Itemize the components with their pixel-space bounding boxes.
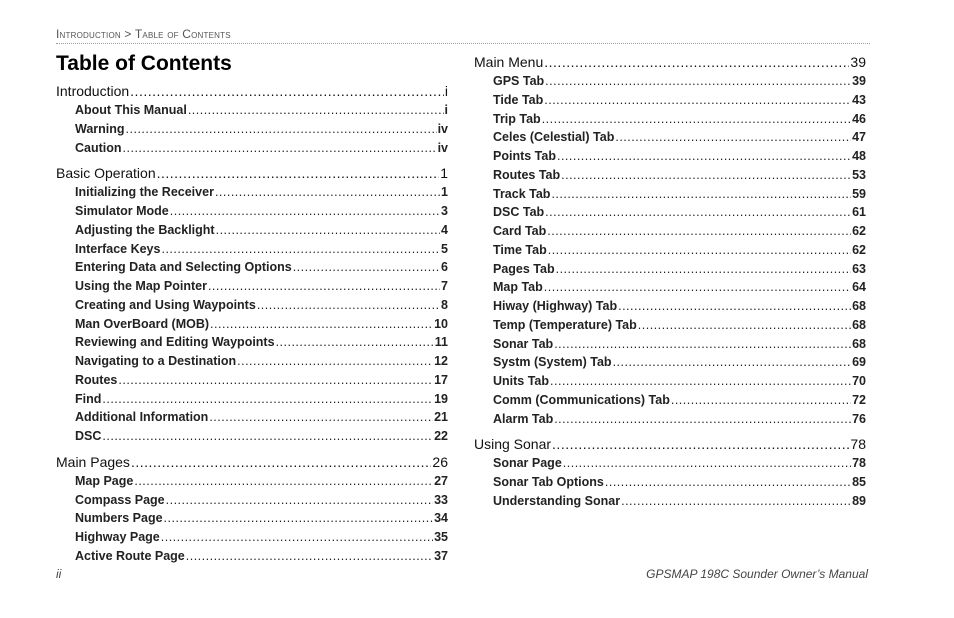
dot-leader <box>157 164 440 183</box>
toc-entry-label: DSC <box>75 429 102 443</box>
toc-entry-label: Systm (System) Tab <box>493 355 612 370</box>
toc-entry-label: Using Sonar <box>474 436 552 453</box>
dot-leader <box>621 492 851 511</box>
dot-leader <box>209 408 433 427</box>
toc-entry-label: Numbers Page <box>75 511 163 526</box>
dot-leader <box>545 72 851 91</box>
toc-entry-label: Card Tab <box>493 224 547 238</box>
toc-entry-label: Routes <box>75 372 118 387</box>
toc-page-number: 72 <box>852 392 866 407</box>
toc-entry-label: Man OverBoard (MOB) <box>75 316 210 331</box>
toc-item-warning[interactable] <box>56 120 448 139</box>
toc-page-number: 78 <box>850 436 866 453</box>
toc-item-sonar-tab[interactable] <box>474 335 866 354</box>
toc-item-tide-tab[interactable] <box>474 91 866 110</box>
toc-item-time-tab[interactable] <box>474 241 866 260</box>
dot-leader <box>557 147 851 166</box>
dot-leader <box>130 82 444 101</box>
toc-entry-label: Caution <box>75 140 122 155</box>
toc-section-main-menu[interactable] <box>474 53 866 72</box>
dot-leader <box>131 453 431 472</box>
dot-leader <box>638 316 851 335</box>
toc-item-dsc[interactable] <box>56 427 448 446</box>
toc-section <box>56 453 448 566</box>
dot-leader <box>102 427 433 446</box>
dot-leader <box>170 202 440 221</box>
dot-leader <box>671 391 851 410</box>
dot-leader <box>166 491 433 510</box>
toc-page-number: 37 <box>434 548 448 563</box>
toc-entry-label: Active Route Page <box>75 548 185 563</box>
toc-page-number: 22 <box>434 429 448 443</box>
dot-leader <box>208 277 440 296</box>
toc-entry-label: Navigating to a Destination <box>75 354 237 368</box>
toc-entry-label: Interface Keys <box>75 241 161 256</box>
toc-entry-label: Creating and Using Waypoints <box>75 297 256 312</box>
toc-item-navigating-to-a-destination[interactable] <box>56 352 448 371</box>
toc-page-number: 46 <box>852 111 866 126</box>
dot-leader <box>210 315 433 334</box>
footer-manual-title: GPSMAP 198C Sounder Owner’s Manual <box>646 567 868 581</box>
toc-page-number: 47 <box>852 130 866 145</box>
toc-entry-label: Additional Information <box>75 410 209 425</box>
dot-leader <box>237 352 433 371</box>
toc-entry-label: Temp (Temperature) Tab <box>493 317 637 332</box>
toc-entry-label: Using the Map Pointer <box>75 279 207 293</box>
dot-leader <box>605 473 851 492</box>
dot-leader <box>615 128 851 147</box>
toc-page-number: iv <box>437 140 448 155</box>
toc-item-dsc-tab[interactable] <box>474 203 866 222</box>
toc-item-units-tab[interactable] <box>474 372 866 391</box>
toc-item-caution[interactable] <box>56 139 448 158</box>
toc-page-number: 7 <box>441 279 448 293</box>
toc-page-number: 4 <box>441 222 448 237</box>
toc-item-trip-tab[interactable] <box>474 110 866 129</box>
toc-page-number: 21 <box>434 410 448 425</box>
toc-entry-label: Sonar Page <box>493 456 562 471</box>
toc-entry-label: Units Tab <box>493 374 550 388</box>
toc-page-number: 34 <box>434 511 448 526</box>
dot-leader <box>618 297 851 316</box>
toc-item-temp-temperature-tab[interactable] <box>474 316 866 335</box>
toc-entry-label: Trip Tab <box>493 111 541 126</box>
toc-item-numbers-page[interactable] <box>56 509 448 528</box>
toc-entry-label: GPS Tab <box>493 74 545 88</box>
toc-page-number: 26 <box>432 453 448 470</box>
toc-entry-label: Entering Data and Selecting Options <box>75 260 292 275</box>
toc-page-number: 69 <box>852 355 866 370</box>
toc-page-number: 17 <box>434 372 448 387</box>
dot-leader <box>548 241 851 260</box>
toc-item-hiway-highway-tab[interactable] <box>474 297 866 316</box>
toc-item-initializing-the-receiver[interactable] <box>56 183 448 202</box>
toc-entry-label: Basic Operation <box>56 165 156 182</box>
toc-page-number: 61 <box>852 205 866 220</box>
toc-page-number: 11 <box>434 335 448 350</box>
toc-entry-label: Celes (Celestial) Tab <box>493 130 615 145</box>
toc-entry-label: Compass Page <box>75 492 165 507</box>
toc-page-number: 10 <box>434 316 448 331</box>
toc-page-number: i <box>444 83 448 99</box>
toc-entry-label: Reviewing and Editing Waypoints <box>75 335 275 350</box>
toc-entry-label: Map Tab <box>493 280 543 295</box>
toc-item-map-tab[interactable] <box>474 278 866 297</box>
toc-page-number: 70 <box>852 374 866 388</box>
toc-page-number: 1 <box>441 185 448 200</box>
toc-item-sonar-tab-options[interactable] <box>474 473 866 492</box>
toc-page-number: 39 <box>850 54 866 70</box>
dot-leader <box>161 240 440 259</box>
toc-page-number: 35 <box>434 530 448 544</box>
toc-item-comm-communications-tab[interactable] <box>474 391 866 410</box>
toc-entry-label: Sonar Tab Options <box>493 475 604 489</box>
toc-page-number: 5 <box>441 241 448 256</box>
dot-leader <box>563 454 851 473</box>
toc-item-additional-information[interactable] <box>56 408 448 427</box>
toc-section-using-sonar[interactable] <box>474 435 866 454</box>
dot-leader <box>552 435 849 454</box>
toc-item-simulator-mode[interactable] <box>56 202 448 221</box>
dot-leader <box>561 166 851 185</box>
toc-entry-label: Map Page <box>75 473 134 488</box>
toc-page-number: 33 <box>434 492 448 507</box>
toc-item-compass-page[interactable] <box>56 491 448 510</box>
toc-item-gps-tab[interactable] <box>474 72 866 91</box>
toc-section-main-pages[interactable] <box>56 453 448 472</box>
dot-leader <box>545 203 851 222</box>
dot-leader <box>547 222 851 241</box>
toc-item-understanding-sonar[interactable] <box>474 492 866 511</box>
dot-leader <box>102 390 433 409</box>
toc-page-number: 62 <box>852 242 866 257</box>
toc-page-number: 39 <box>852 74 866 88</box>
toc-page-number: 59 <box>852 186 866 201</box>
toc-item-reviewing-and-editing-waypoints[interactable] <box>56 333 448 352</box>
toc-entry-label: Find <box>75 391 102 406</box>
toc-page-number: 48 <box>852 149 866 163</box>
toc-page-number: 85 <box>852 475 866 489</box>
toc-section <box>56 164 448 446</box>
toc-item-card-tab[interactable] <box>474 222 866 241</box>
toc-page-number: i <box>444 103 448 117</box>
toc-entry-label: Warning <box>75 121 125 136</box>
toc-item-find[interactable] <box>56 390 448 409</box>
toc-entry-label: Main Menu <box>474 54 544 70</box>
dot-leader <box>161 528 433 547</box>
dot-leader <box>118 371 433 390</box>
toc-section-basic-operation[interactable] <box>56 164 448 183</box>
dot-leader <box>544 278 851 297</box>
toc-entry-label: Introduction <box>56 83 130 99</box>
toc-item-man-overboard-mob[interactable] <box>56 315 448 334</box>
toc-section <box>474 53 866 428</box>
toc-page-number: 68 <box>852 317 866 332</box>
toc-item-active-route-page[interactable] <box>56 547 448 566</box>
toc-item-adjusting-the-backlight[interactable] <box>56 221 448 240</box>
toc-item-highway-page[interactable] <box>56 528 448 547</box>
toc-page-number: 27 <box>434 473 448 488</box>
dot-leader <box>188 101 444 120</box>
toc-entry-label: Understanding Sonar <box>493 493 621 508</box>
toc-page-number: 63 <box>852 261 866 276</box>
toc-entry-label: Track Tab <box>493 186 551 201</box>
toc-section <box>474 435 866 510</box>
toc-item-track-tab[interactable] <box>474 185 866 204</box>
toc-item-about-this-manual[interactable] <box>56 101 448 120</box>
toc-page-number: 64 <box>852 280 866 295</box>
toc-item-alarm-tab[interactable] <box>474 410 866 429</box>
toc-page-number: 3 <box>441 204 448 218</box>
toc-entry-label: Hiway (Highway) Tab <box>493 299 618 313</box>
dot-leader <box>276 333 434 352</box>
toc-page-number: 68 <box>852 299 866 313</box>
toc-item-routes[interactable] <box>56 371 448 390</box>
toc-left-column <box>56 82 448 573</box>
toc-entry-label: Routes Tab <box>493 167 561 182</box>
dot-leader <box>293 258 440 277</box>
toc-page-number: 43 <box>852 92 866 107</box>
toc-page-number: 12 <box>434 354 448 368</box>
dot-leader <box>257 296 440 315</box>
footer-page-number: ii <box>56 567 62 581</box>
toc-page-number: 89 <box>852 493 866 508</box>
toc-entry-label: Tide Tab <box>493 92 544 107</box>
dot-leader <box>126 120 437 139</box>
dot-leader <box>551 185 851 204</box>
dot-leader <box>215 183 440 202</box>
toc-item-routes-tab[interactable] <box>474 166 866 185</box>
toc-entry-label: Pages Tab <box>493 261 555 276</box>
dot-leader <box>554 410 851 429</box>
toc-item-systm-system-tab[interactable] <box>474 353 866 372</box>
toc-page-number: iv <box>437 121 448 136</box>
dot-leader <box>164 509 434 528</box>
toc-item-points-tab[interactable] <box>474 147 866 166</box>
dot-leader <box>544 91 851 110</box>
dot-leader <box>554 335 851 354</box>
toc-page-number: 53 <box>852 167 866 182</box>
dot-leader <box>613 353 852 372</box>
dot-leader <box>544 53 849 72</box>
toc-item-sonar-page[interactable] <box>474 454 866 473</box>
toc-entry-label: Points Tab <box>493 149 556 163</box>
toc-item-pages-tab[interactable] <box>474 260 866 279</box>
toc-entry-label: Comm (Communications) Tab <box>493 392 670 407</box>
dot-leader <box>186 547 433 566</box>
toc-entry-label: Time Tab <box>493 242 547 257</box>
toc-entry-label: Adjusting the Backlight <box>75 222 215 237</box>
toc-page-number: 78 <box>852 456 866 471</box>
dot-leader <box>123 139 437 158</box>
toc-entry-label: Sonar Tab <box>493 336 554 351</box>
toc-page-number: 62 <box>852 224 866 238</box>
dot-leader <box>134 472 433 491</box>
toc-item-using-the-map-pointer[interactable] <box>56 277 448 296</box>
toc-item-interface-keys[interactable] <box>56 240 448 259</box>
toc-entry-label: Highway Page <box>75 530 160 544</box>
toc-item-creating-and-using-waypoints[interactable] <box>56 296 448 315</box>
dot-leader <box>550 372 851 391</box>
dot-leader <box>542 110 851 129</box>
toc-section-introduction[interactable] <box>56 82 448 101</box>
page-title: Table of Contents <box>56 52 232 75</box>
toc-page-number: 8 <box>441 297 448 312</box>
toc-entry-label: Main Pages <box>56 453 130 470</box>
toc-right-column <box>474 53 866 518</box>
toc-entry-label: Initializing the Receiver <box>75 185 214 200</box>
toc-page-number: 76 <box>852 411 866 426</box>
toc-section <box>56 82 448 157</box>
breadcrumb: Introduction > Table of Contents <box>56 27 870 44</box>
toc-item-celes-celestial-tab[interactable] <box>474 128 866 147</box>
toc-entry-label: About This Manual <box>75 103 187 117</box>
toc-page-number: 19 <box>434 391 448 406</box>
dot-leader <box>556 260 851 279</box>
toc-page-number: 1 <box>440 165 448 182</box>
toc-entry-label: DSC Tab <box>493 205 545 220</box>
toc-item-map-page[interactable] <box>56 472 448 491</box>
toc-entry-label: Simulator Mode <box>75 204 169 218</box>
dot-leader <box>216 221 440 240</box>
toc-item-entering-data-and-selecting-options[interactable] <box>56 258 448 277</box>
toc-entry-label: Alarm Tab <box>493 411 554 426</box>
toc-page-number: 68 <box>852 336 866 351</box>
toc-page-number: 6 <box>441 260 448 275</box>
